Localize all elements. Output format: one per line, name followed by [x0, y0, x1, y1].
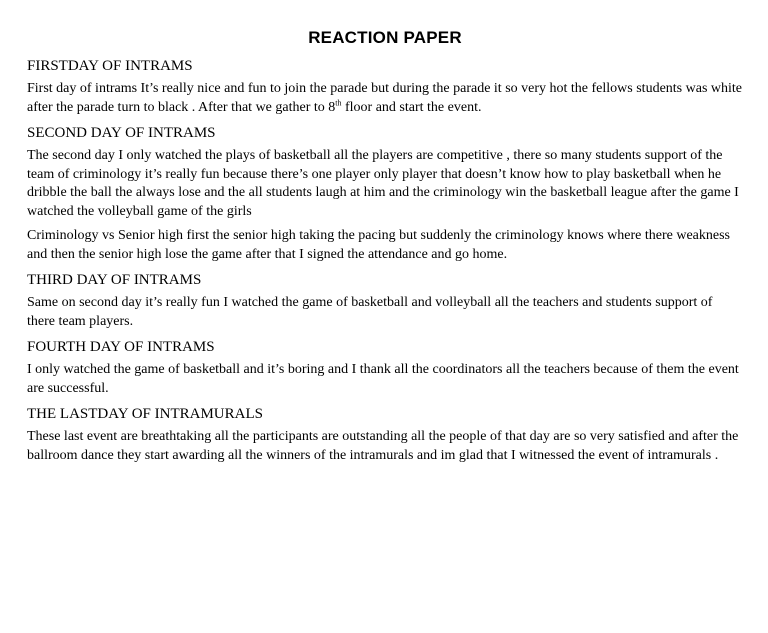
section-paragraph: These last event are breathtaking all the participants are outstanding all the people of that day are so very satisfied and after the ballroom dance they start awarding all the winners of the intramurals and im glad that I witnessed the event of intramurals .: [27, 429, 739, 463]
section-third-day: [27, 270, 743, 331]
ordinal-superscript: th: [335, 97, 342, 107]
document-title: REACTION PAPER: [308, 28, 462, 47]
document-page: [27, 26, 743, 471]
section-fourth-day: [27, 337, 743, 398]
section-paragraph: [27, 80, 743, 117]
section-paragraph: Criminology vs Senior high first the senior high taking the pacing but suddenly the criminology knows where there weakness and then the senior high lose the game after that I signed the attendance and go home.: [27, 228, 730, 262]
section-paragraph: The second day I only watched the plays of basketball all the players are competitive , there so many students support of the team of criminology it’s really fun because there’s one player only player that doesn’t know how to play basketball when he dribble the ball the always lose and the all students laugh at him and the criminology win the basketball league after the game I watched the volleyball game of the girls: [27, 148, 739, 219]
paragraph-text: floor and start the event.: [341, 99, 482, 115]
section-heading: SECOND DAY OF INTRAMS: [27, 125, 216, 141]
section-last-day: [27, 404, 743, 465]
section-second-day: [27, 123, 743, 264]
paragraph-text: First day of intrams It’s really nice and fun to join the parade but during the parade it so very hot the fellows students was white after the parade turn to black . After that we gather to 8: [27, 81, 742, 115]
section-paragraph: Same on second day it’s really fun I watched the game of basketball and volleyball all the teachers and students support of there team players.: [27, 295, 713, 329]
section-paragraph: I only watched the game of basketball and it’s boring and I thank all the coordinators all the teachers because of them the event are successful.: [27, 362, 739, 396]
section-heading: FIRSTDAY OF INTRAMS: [27, 58, 193, 74]
section-heading: THIRD DAY OF INTRAMS: [27, 272, 202, 288]
section-heading: FOURTH DAY OF INTRAMS: [27, 339, 215, 355]
section-heading: THE LASTDAY OF INTRAMURALS: [27, 406, 263, 422]
section-first-day: [27, 56, 743, 117]
